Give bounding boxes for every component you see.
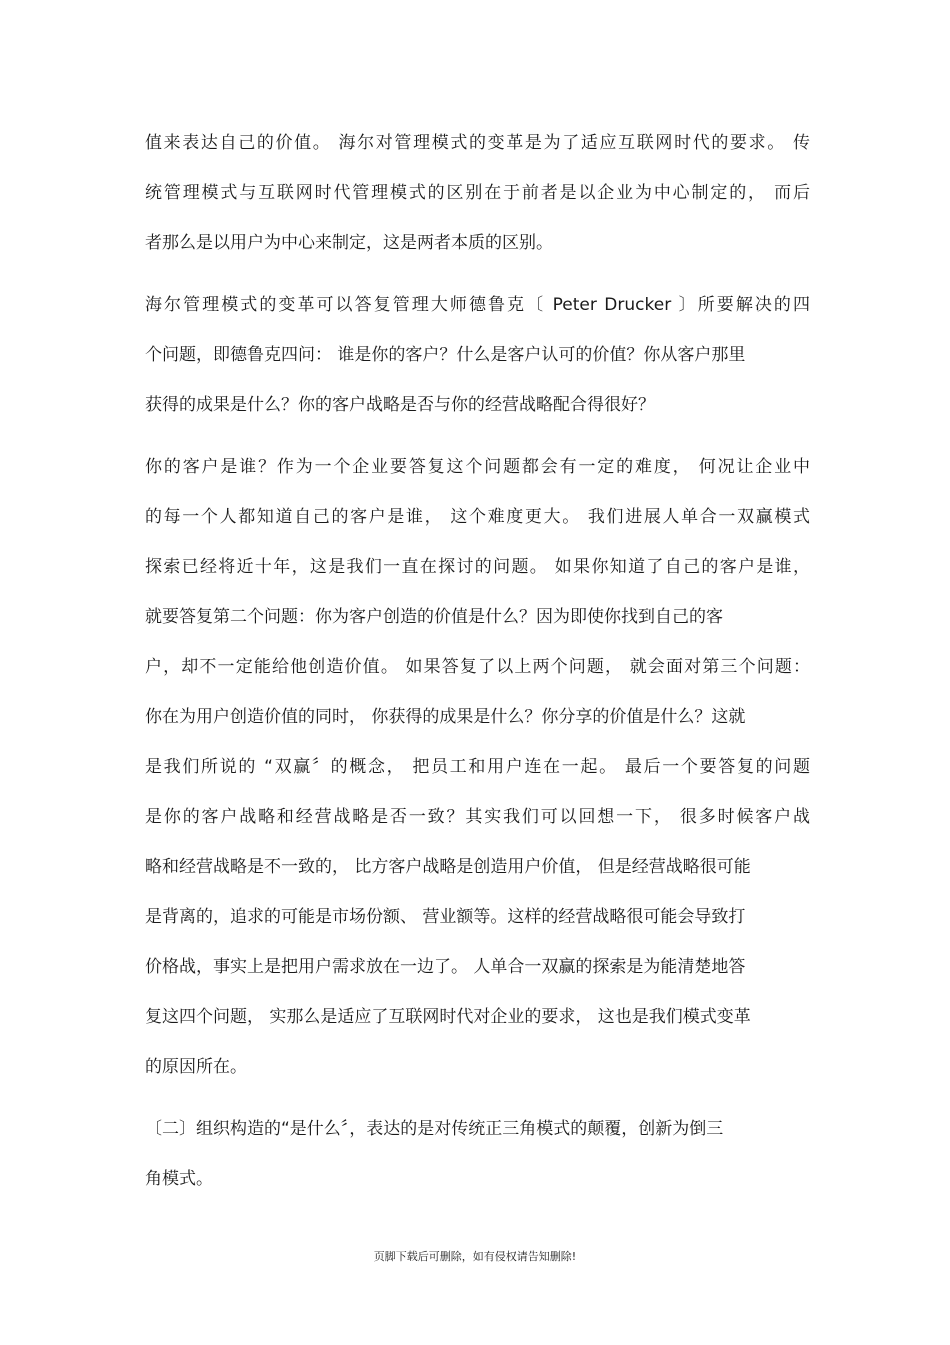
paragraph-3-line-3: 探索已经将近十年，这是我们一直在探讨的问题。 如果你知道了自己的客户是谁， [145,557,810,577]
paragraph-3-line-2: 的每一个人都知道自己的客户是谁， 这个难度更大。 我们进展人单合一双赢模式 [145,507,810,527]
paragraph-1-line-2: 统管理模式与互联网时代管理模式的区别在于前者是以企业为中心制定的， 而后 [145,183,810,203]
paragraph-3-line-13: 的原因所在。 [145,1057,247,1077]
paragraph-3-line-7: 是我们所说的 “双赢〞的概念， 把员工和用户连在一起。 最后一个要答复的问题 [145,757,810,777]
paragraph-3-line-12: 复这四个问题， 实那么是适应了互联网时代对企业的要求， 这也是我们模式变革 [145,1007,751,1027]
paragraph-3-line-11: 价格战，事实上是把用户需求放在一边了。 人单合一双赢的探索是为能清楚地答 [145,957,746,977]
paragraph-3-line-4: 就要答复第二个问题：你为客户创造的价值是什么？因为即使你找到自己的客 [145,607,723,627]
paragraph-3-line-5: 户，却不一定能给他创造价值。 如果答复了以上两个问题， 就会面对第三个问题： [145,657,810,677]
paragraph-2-line-1: 海尔管理模式的变革可以答复管理大师德鲁克〔 Peter Drucker 〕所要解决的四 [145,295,810,315]
paragraph-4-line-1: 〔二〕组织构造的“是什么〞，表达的是对传统正三角模式的颠覆，创新为倒三 [145,1119,724,1139]
paragraph-3-line-9: 略和经营战略是不一致的， 比方客户战略是创造用户价值， 但是经营战略很可能 [145,857,751,877]
paragraph-1-line-1: 值来表达自己的价值。 海尔对管理模式的变革是为了适应互联网时代的要求。 传 [145,133,810,153]
paragraph-4-line-2: 角模式。 [145,1169,213,1189]
paragraph-3-line-1: 你的客户是谁？作为一个企业要答复这个问题都会有一定的难度， 何况让企业中 [145,457,810,477]
paragraph-2-line-3: 获得的成果是什么？你的客户战略是否与你的经营战略配合得很好？ [145,395,655,415]
paragraph-2-line-2: 个问题，即德鲁克四问： 谁是你的客户？什么是客户认可的价值？你从客户那里 [145,345,746,365]
paragraph-1-line-3: 者那么是以用户为中心来制定，这是两者本质的区别。 [145,233,553,253]
paragraph-3-line-8: 是你的客户战略和经营战略是否一致？其实我们可以回想一下， 很多时候客户战 [145,807,810,827]
paragraph-3-line-6: 你在为用户创造价值的同时， 你获得的成果是什么？你分享的价值是什么？这就 [145,707,746,727]
page-footer: 页脚下载后可删除，如有侵权请告知删除! [373,1250,577,1263]
paragraph-3-line-10: 是背离的，追求的可能是市场份额、 营业额等。这样的经营战略很可能会导致打 [145,907,746,927]
